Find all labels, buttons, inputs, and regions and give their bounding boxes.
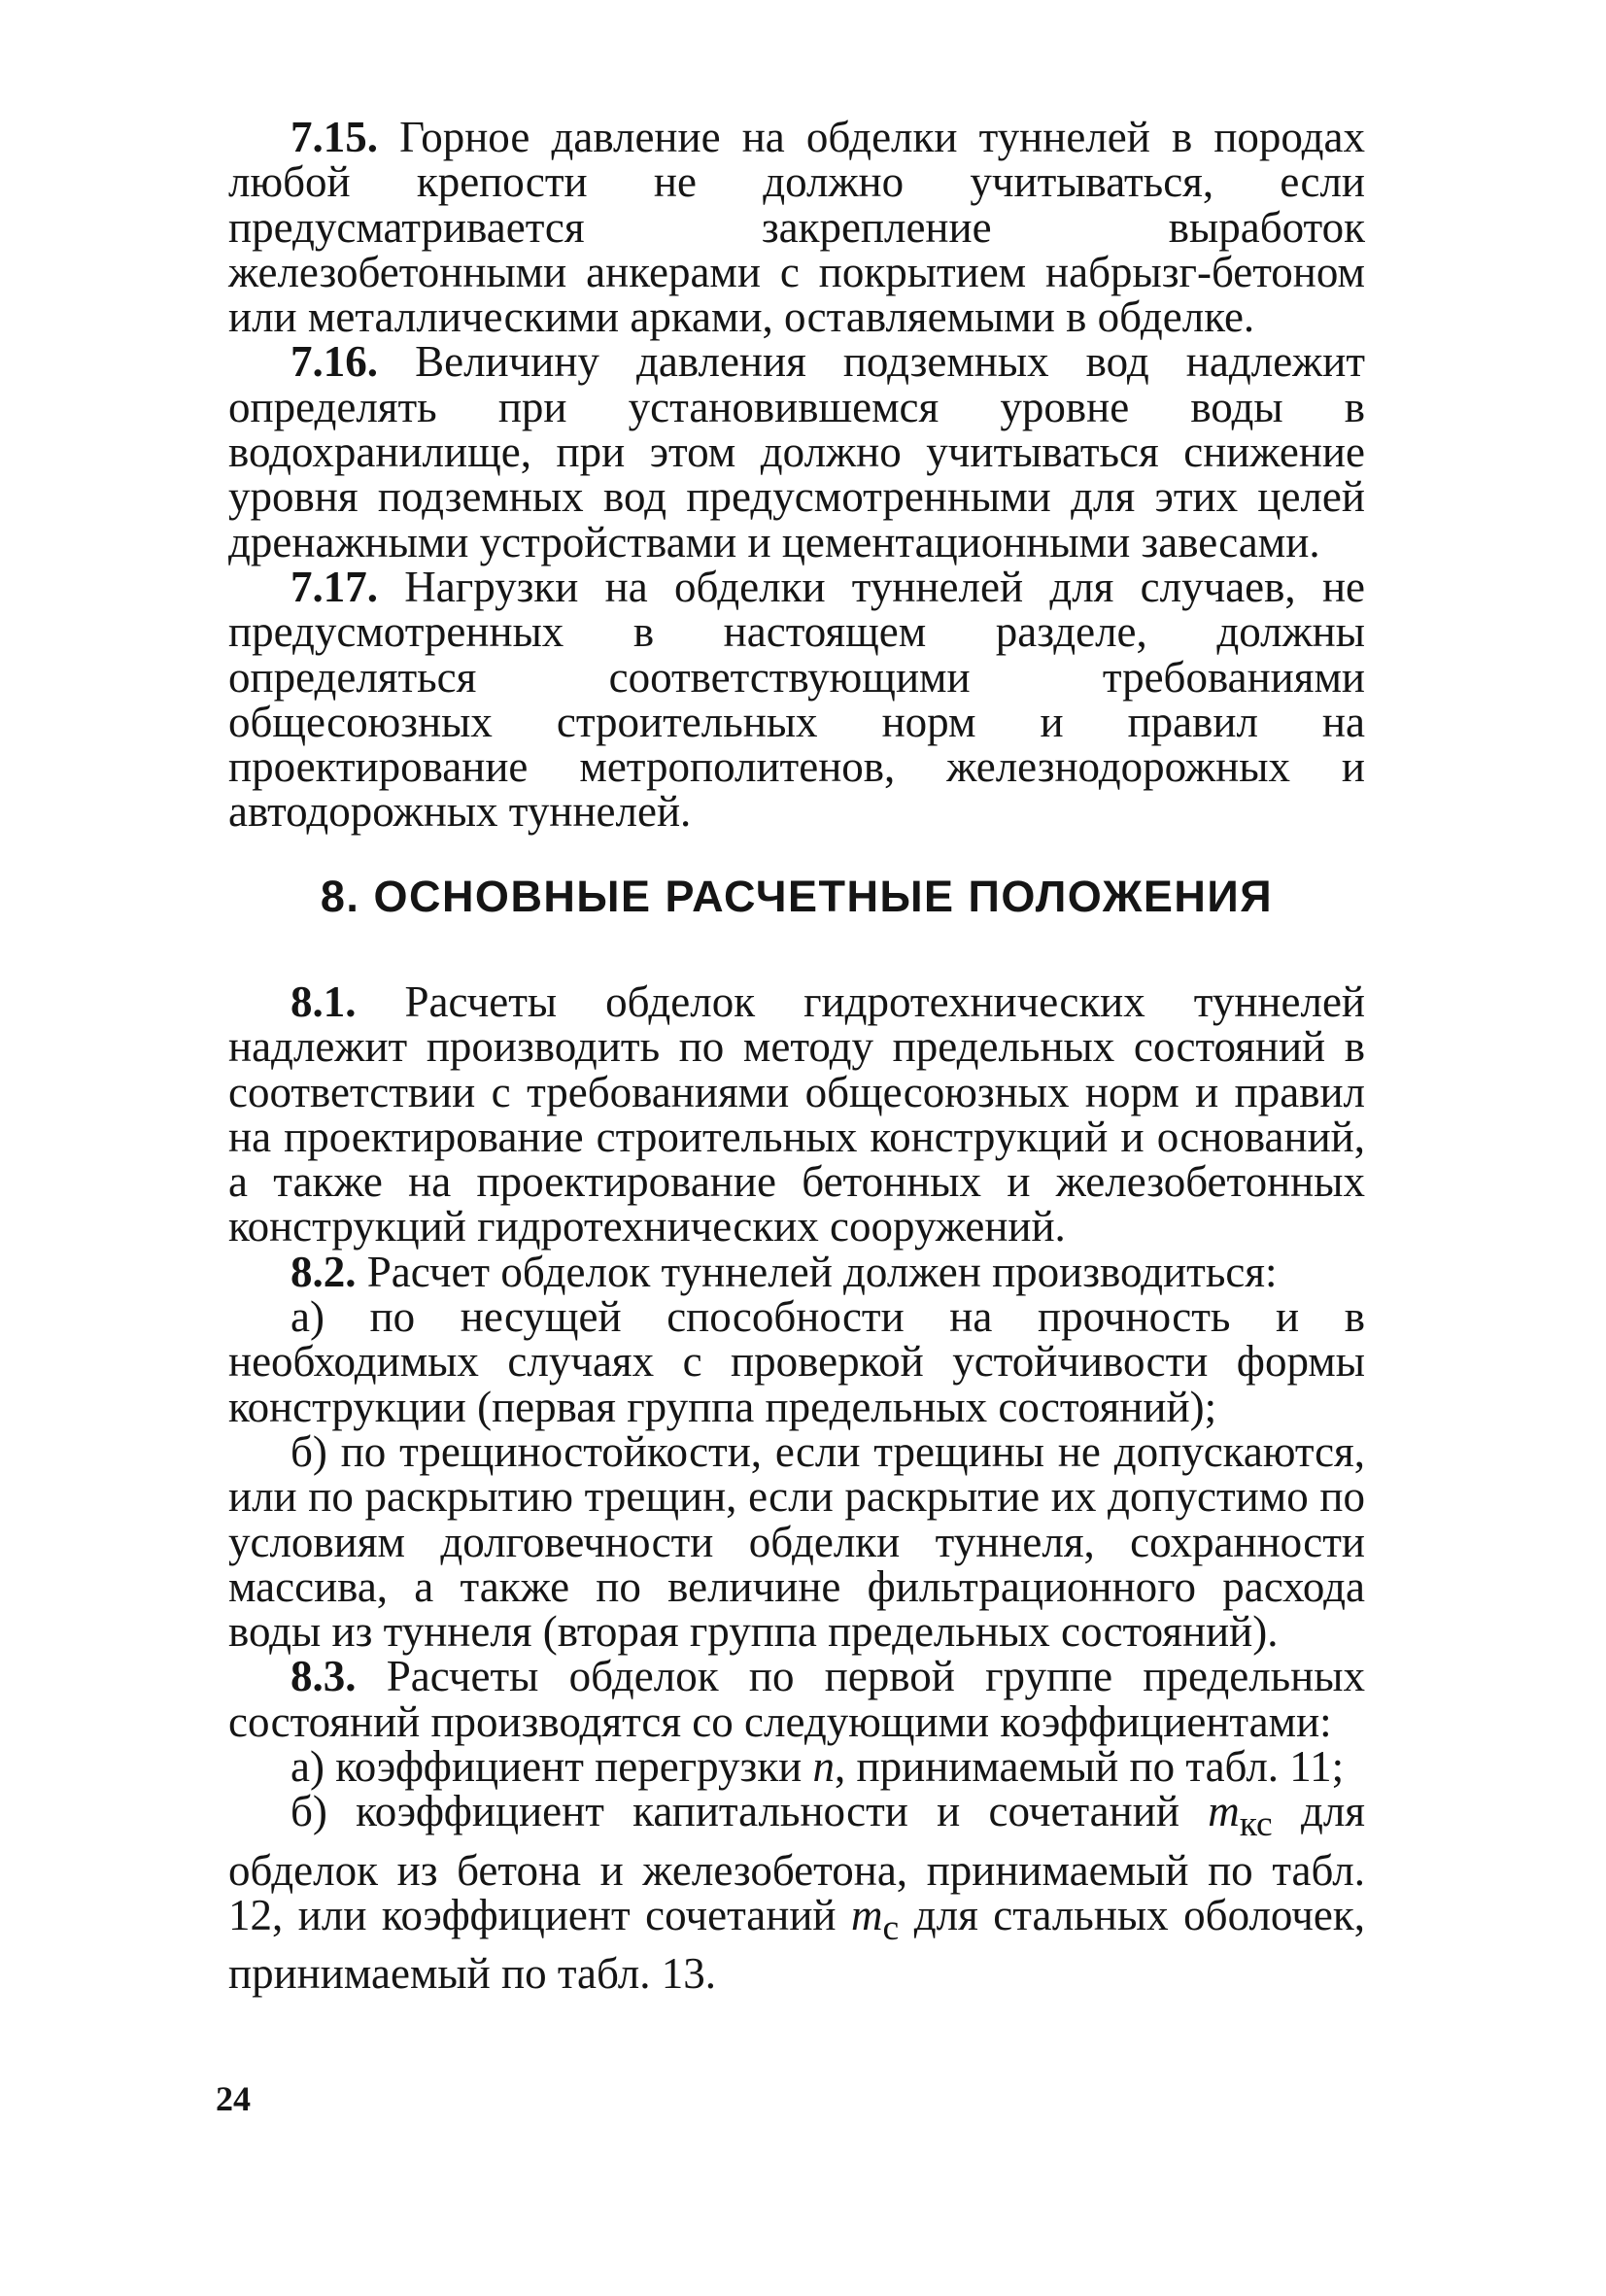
paragraph-8-3 (228, 1654, 1365, 1744)
clause-number: 8.2. (290, 1247, 357, 1296)
paragraph-8-2 (228, 1247, 1365, 1296)
list-item-8-2-b: б) по трещиностойкости, если трещины не допускаются, или по раскрытию трещин, если раскрытие их допустимо по условиям долговечности обделки туннеля, сохранности массива, а также по величине фильтрационного расхода воды из туннеля (вторая группа предельных состояний). (228, 1426, 1365, 1657)
symbol-subscript: кс (1239, 1804, 1273, 1845)
paragraph-8-1 (228, 979, 1365, 1250)
list-item-8-2-a: а) по несущей способности на прочность и в необходимых случаях с проверкой устойчивости формы конструкции (первая группа предельных состояний); (228, 1292, 1365, 1431)
section-8-block (228, 979, 1365, 1997)
clause-number: 7.16. (290, 337, 378, 387)
clause-text: Горное давление на обделки туннелей в породах любой крепости не должно учитываться, если предусматривается закрепление выработок железобетонными анкерами с покрытием набрызг-бетоном или металлическими арками, оставляемыми в обделке. (228, 113, 1366, 342)
item-text: а) коэффициент перегрузки (290, 1742, 813, 1792)
item-text: для стальных оболочек, принимаемый по табл. 13. (228, 1890, 1365, 1999)
paragraph-7-17 (228, 562, 1365, 837)
paragraph-7-15 (228, 113, 1366, 342)
list-item-8-3-a (228, 1742, 1365, 1792)
item-text: б) коэффициент капитальности и сочетаний (290, 1787, 1209, 1836)
clause-text: Расчеты обделок гидротехнических туннелей надлежит производить по методу предельных состояний в соответствии с требованиями общесоюзных норм и правил на проектирование строительных конструкций и оснований, а также на проектирование бетонных и железобетонных конструкций гидротехнических сооружений. (228, 977, 1365, 1251)
clause-number: 8.1. (290, 977, 357, 1026)
clause-number: 7.17. (290, 562, 378, 611)
clause-number: 7.15. (290, 113, 378, 161)
section-8-heading: 8. ОСНОВНЫЕ РАСЧЕТНЫЕ ПОЛОЖЕНИЯ (320, 872, 1274, 921)
symbol-m: m (851, 1890, 883, 1939)
item-text: , принимаемый по табл. 11; (835, 1742, 1345, 1792)
item-text: для обделок из бетона и железобетона, принимаемый по табл. 12, или коэффициент сочетаний (228, 1787, 1365, 1939)
clause-text: Расчет обделок туннелей должен производиться: (366, 1247, 1278, 1296)
clause-number: 8.3. (290, 1652, 357, 1701)
clause-text: Величину давления подземных вод надлежит определять при установившемся уровне воды в водохранилище, при этом должно учитываться снижение уровня подземных вод предусмотренными для этих целей дренажными устройствами и цементационными завесами. (228, 337, 1366, 566)
list-item-8-3-b (228, 1787, 1365, 1999)
symbol-subscript: с (882, 1907, 900, 1948)
symbol-n: n (812, 1742, 836, 1792)
section-7-block (228, 115, 1365, 835)
symbol-m: m (1208, 1787, 1240, 1836)
clause-text: Расчеты обделок по первой группе предельных состояний производятся со следующими коэффициентами: (228, 1652, 1365, 1746)
page-number: 24 (216, 2079, 251, 2118)
paragraph-7-16 (228, 339, 1365, 564)
clause-text: Нагрузки на обделки туннелей для случаев, не предусмотренных в настоящем разделе, должны определяться соответствующими требованиями общесоюзных строительных норм и правил на проектирование метрополитенов, железнодорожных и автодорожных туннелей. (228, 562, 1365, 837)
